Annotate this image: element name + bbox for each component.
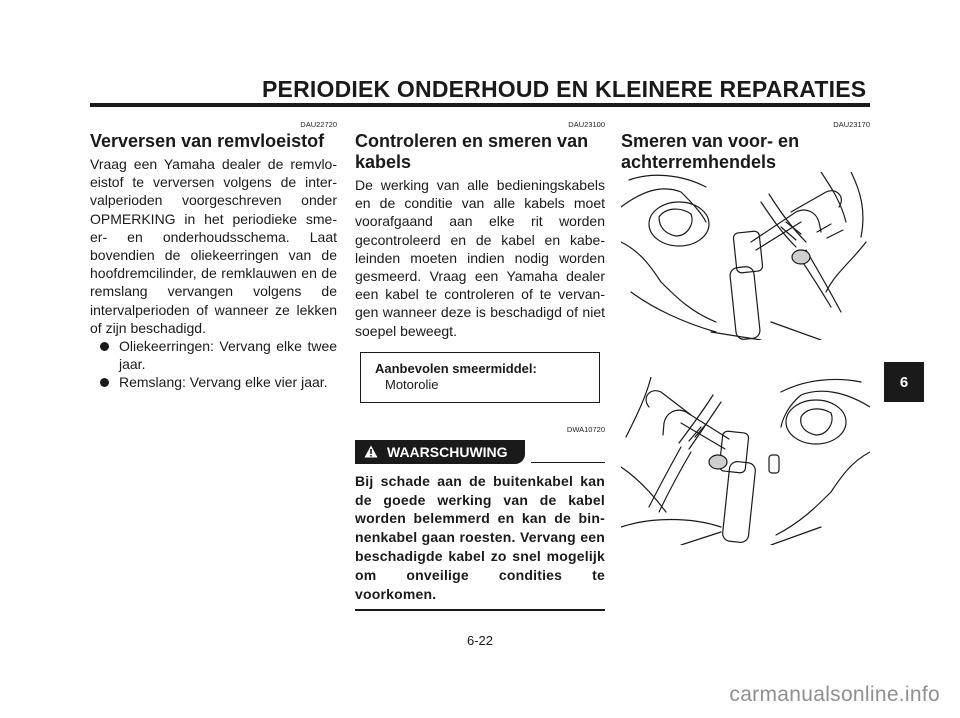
text-line: bovendien de oliekeerringen van de	[90, 247, 337, 264]
text-line: Oliekeerringen: Vervang elke	[119, 338, 302, 355]
bullet-list	[90, 337, 337, 392]
text-line: voorafgaand aan elke rit worden	[355, 213, 605, 230]
text-line: en de conditie van alle kabels moet	[355, 195, 605, 212]
section-code: DAU23100	[568, 120, 605, 129]
section-title: Verversen van remvloeistof	[90, 131, 325, 151]
text-line: De werking van alle bedieningskabels	[355, 177, 605, 193]
section-levers	[621, 120, 870, 176]
text-line: of zijn beschadigd.	[90, 319, 206, 336]
text-line: hoofdremcilinder, de remklauwen en	[90, 265, 317, 282]
bullet-item	[90, 373, 337, 391]
rear-lever-illustration	[621, 377, 870, 545]
text-line: voorkomen.	[355, 585, 437, 602]
bullet-item	[90, 337, 337, 373]
title-line: Controleren en smeren van	[355, 131, 589, 151]
section-code: DAU22720	[300, 120, 337, 129]
warning-badge	[355, 440, 525, 464]
bullet-dot-icon	[100, 378, 109, 387]
text-line: Bij schade aan de buitenkabel kan	[355, 472, 605, 489]
text-line: niet soepel beweegt.	[355, 304, 605, 339]
text-line: valperioden voorgeschreven onder	[90, 192, 337, 209]
lubricant-title: Aanbevolen smeermiddel:	[375, 360, 537, 376]
warning-body	[355, 472, 605, 604]
text-line: mogelijk om onveilige condities te	[355, 548, 605, 583]
text-line: de goede werking van de kabel	[355, 491, 605, 508]
text-line: gesmeerd. Vraag een Yamaha dealer	[355, 268, 605, 285]
text-line: Remslang: Vervang elke vier jaar.	[119, 374, 328, 391]
section-code: DAU23170	[833, 120, 870, 129]
front-lever-illustration	[621, 172, 870, 340]
section-brake-fluid	[90, 120, 337, 392]
warning-rule	[531, 462, 605, 464]
text-line: eistof te verversen volgens de inter-	[90, 174, 337, 191]
section-body	[355, 176, 605, 340]
title-line: achterremhendels	[621, 152, 777, 172]
section-body	[90, 155, 337, 337]
text-line: Vraag een Yamaha dealer de remvlo-	[90, 156, 337, 172]
text-line: gecontroleerd en de kabel en kabe-	[355, 231, 605, 248]
title-line: kabels	[355, 152, 412, 172]
page-header-title: PERIODIEK ONDERHOUD EN KLEINERE REPARATIES	[262, 76, 867, 102]
lubricant-value: Motorolie	[385, 376, 439, 392]
warning-bottom-rule	[355, 609, 605, 611]
page-number: 6-22	[466, 633, 494, 648]
text-line: een kabel te controleren of te vervan-	[355, 286, 605, 303]
warning-triangle-icon	[364, 445, 378, 458]
text-line: twee jaar.	[119, 338, 338, 373]
title-line: Smeren van voor- en	[621, 131, 800, 151]
text-line: de remslang vervangen volgens de	[90, 265, 337, 300]
text-line: gen wanneer deze is beschadigd of	[355, 304, 578, 321]
text-line: OPMERKING in het periodieke sme-	[90, 210, 337, 227]
section-title	[355, 131, 605, 173]
section-title	[621, 131, 870, 173]
warning-label: WAARSCHUWING	[387, 443, 508, 460]
warning-code: DWA10720	[566, 424, 605, 434]
text-line: een beschadigde kabel zo snel	[355, 529, 605, 565]
text-line: nenkabel gaan roesten. Vervang	[355, 529, 576, 546]
text-line: leinden moeten indien nodig worden	[355, 249, 605, 266]
bullet-dot-icon	[100, 342, 109, 351]
section-cables	[355, 120, 605, 611]
text-line: er- en onderhoudsschema. Laat	[90, 228, 337, 245]
header-rule	[90, 103, 870, 107]
warning-header	[355, 440, 605, 466]
chapter-tab: 6	[884, 362, 924, 402]
watermark: carmanualsonline.info	[729, 683, 940, 706]
text-line: intervalperioden of wanneer ze lekken	[90, 301, 337, 318]
text-line: worden belemmerd en kan de bin-	[355, 510, 605, 527]
lubricant-box	[360, 352, 600, 403]
